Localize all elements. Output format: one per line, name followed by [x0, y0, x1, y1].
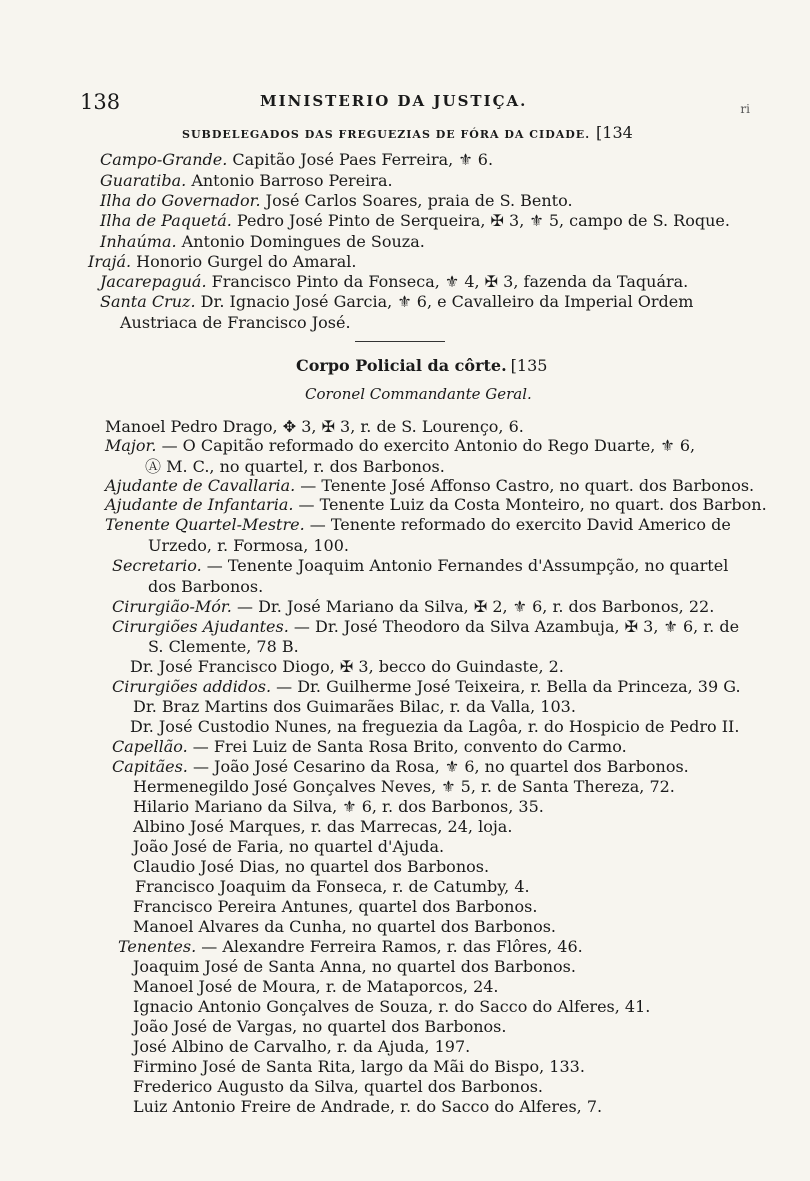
entry-text: Albino José Marques, r. das Marrecas, 24, loja. — [133, 817, 513, 836]
entry-text: Luiz Antonio Freire de Andrade, r. do Sacco do Alferes, 7. — [133, 1097, 603, 1116]
subdelegados-heading-ref: [134 — [596, 123, 633, 142]
section-title-text: Corpo Policial da côrte. — [296, 356, 507, 375]
entry-label: Jacarepaguá. — [100, 272, 207, 291]
entry-text: — Dr. José Mariano da Silva, ✠ 2, ⚜ 6, r. dos Barbonos, 22. — [231, 597, 715, 616]
entry-text: Firmino José de Santa Rita, largo da Mãi do Bispo, 133. — [133, 1057, 585, 1076]
corpo-policial-entry — [105, 515, 731, 535]
corpo-policial-entry — [133, 977, 499, 997]
entry-label: Ajudante de Infantaria. — [105, 495, 294, 514]
corpo-policial-entry — [112, 757, 689, 777]
corpo-policial-entry — [112, 737, 627, 757]
corpo-policial-entry — [133, 817, 512, 837]
corpo-policial-entry — [133, 857, 489, 877]
entry-text: Dr. Braz Martins dos Guimarães Bilac, r. da Valla, 103. — [133, 697, 576, 716]
entry-text: — O Capitão reformado do exercito Antonio do Rego Duarte, ⚜ 6, — [156, 436, 696, 455]
corpo-policial-entry — [133, 1037, 470, 1057]
corpo-policial-entry — [105, 417, 524, 437]
entry-text: S. Clemente, 78 B. — [148, 637, 299, 656]
entry-label: Cirurgiões addidos. — [112, 677, 272, 696]
corpo-policial-entry — [135, 877, 530, 897]
entry-label: Capellão. — [112, 737, 188, 756]
entry-text: João José de Vargas, no quartel dos Barbonos. — [133, 1017, 507, 1036]
entry-text: Dr. Ignacio José Garcia, ⚜ 6, e Cavalleiro da Imperial Ordem — [195, 292, 694, 311]
entry-text: Manoel Alvares da Cunha, no quartel dos Barbonos. — [133, 917, 557, 936]
page-header — [80, 90, 750, 118]
entry-label: Cirurgião-Mór. — [112, 597, 232, 616]
entry-text: dos Barbonos. — [148, 577, 264, 596]
section-subtitle: Coronel Commandante Geral. — [305, 385, 532, 403]
corpo-policial-entry — [105, 495, 767, 515]
entry-text: Frederico Augusto da Silva, quartel dos Barbonos. — [133, 1077, 544, 1096]
entry-text: — João José Cesarino da Rosa, ⚜ 6, no quartel dos Barbonos. — [187, 757, 689, 776]
corpo-policial-entry — [133, 1057, 585, 1077]
entry-text: Francisco Pereira Antunes, quartel dos Barbonos. — [133, 897, 538, 916]
corpo-policial-entry — [112, 617, 739, 637]
corpo-policial-entry — [133, 1017, 506, 1037]
entry-label: Major. — [105, 436, 157, 455]
entry-label: Tenentes. — [118, 937, 197, 956]
corpo-policial-entry — [148, 637, 299, 657]
entry-text: Urzedo, r. Formosa, 100. — [148, 536, 349, 555]
corpo-policial-entry — [130, 717, 739, 737]
entry-label: Tenente Quartel-Mestre. — [105, 515, 305, 534]
corpo-policial-entry — [133, 1077, 543, 1097]
subdelegado-entry — [100, 150, 493, 170]
corner-mark: ri — [740, 102, 750, 116]
entry-text: — Tenente reformado do exercito David Americo de — [304, 515, 731, 534]
corpo-policial-entry — [105, 476, 754, 496]
section-divider — [355, 341, 445, 342]
corpo-policial-entry — [130, 657, 564, 677]
entry-text: João José de Faria, no quartel d'Ajuda. — [133, 837, 445, 856]
corpo-policial-entry — [133, 837, 444, 857]
subdelegado-entry — [88, 252, 356, 272]
entry-text: — Dr. Guilherme José Teixeira, r. Bella da Princeza, 39 G. — [271, 677, 741, 696]
entry-label: Secretario. — [112, 556, 202, 575]
entry-label: Ilha de Paquetá. — [100, 211, 232, 230]
corpo-policial-entry — [133, 997, 650, 1017]
entry-label: Inhaúma. — [100, 232, 177, 251]
entry-text: Antonio Domingues de Souza. — [176, 232, 425, 251]
entry-label: Campo-Grande. — [100, 150, 228, 169]
entry-text: — Alexandre Ferreira Ramos, r. das Flôres, 46. — [196, 937, 583, 956]
corpo-policial-entry — [133, 777, 675, 797]
entry-text: Austriaca de Francisco José. — [120, 313, 351, 332]
entry-text: Dr. José Francisco Diogo, ✠ 3, becco do Guindaste, 2. — [130, 657, 564, 676]
corpo-policial-entry — [133, 917, 556, 937]
subdelegado-entry — [100, 211, 730, 231]
corpo-policial-entry — [105, 436, 695, 456]
section-title-ref: [135 — [510, 356, 548, 375]
corpo-policial-entry — [133, 797, 544, 817]
entry-text: José Albino de Carvalho, r. da Ajuda, 197. — [133, 1037, 471, 1056]
entry-text: Honorio Gurgel do Amaral. — [131, 252, 357, 271]
entry-text: Claudio José Dias, no quartel dos Barbonos. — [133, 857, 490, 876]
entry-text: Hilario Mariano da Silva, ⚜ 6, r. dos Barbonos, 35. — [133, 797, 544, 816]
subdelegado-entry — [100, 272, 688, 292]
corpo-policial-entry — [145, 457, 445, 477]
subdelegados-heading-text: SUBDELEGADOS DAS FREGUEZIAS DE FÓRA DA CIDADE. — [182, 128, 591, 141]
entry-text: José Carlos Soares, praia de S. Bento. — [260, 191, 573, 210]
entry-label: Cirurgiões Ajudantes. — [112, 617, 289, 636]
corpo-policial-entry — [133, 697, 576, 717]
corpo-policial-entry — [118, 937, 583, 957]
entry-label: Ilha do Governador. — [100, 191, 261, 210]
entry-label: Guaratiba. — [100, 171, 187, 190]
entry-text: Ignacio Antonio Gonçalves de Souza, r. do Sacco do Alferes, 41. — [133, 997, 651, 1016]
subdelegado-entry — [100, 171, 393, 191]
entry-text: Francisco Pinto da Fonseca, ⚜ 4, ✠ 3, fazenda da Taquára. — [206, 272, 689, 291]
corpo-policial-entry — [148, 577, 263, 597]
subdelegado-entry — [100, 292, 693, 312]
subdelegado-entry — [120, 313, 351, 333]
entry-text: Antonio Barroso Pereira. — [186, 171, 393, 190]
entry-text: Pedro José Pinto de Serqueira, ✠ 3, ⚜ 5, campo de S. Roque. — [231, 211, 730, 230]
entry-text: Capitão José Paes Ferreira, ⚜ 6. — [227, 150, 494, 169]
page-number: 138 — [80, 90, 121, 114]
entry-text: — Tenente Joaquim Antonio Fernandes d'Assumpção, no quartel — [201, 556, 729, 575]
corpo-policial-entry — [112, 556, 728, 576]
corpo-policial-entry — [133, 957, 576, 977]
entry-label: Ajudante de Cavallaria. — [105, 476, 296, 495]
corpo-policial-entry — [148, 536, 349, 556]
entry-text: — Tenente Luiz da Costa Monteiro, no quart. dos Barbon. — [293, 495, 767, 514]
entry-text: Dr. José Custodio Nunes, na freguezia da Lagôa, r. do Hospicio de Pedro II. — [130, 717, 740, 736]
subdelegado-entry — [100, 232, 425, 252]
entry-label: Santa Cruz. — [100, 292, 196, 311]
entry-text: Manoel José de Moura, r. de Mataporcos, 24. — [133, 977, 499, 996]
entry-text: Hermenegildo José Gonçalves Neves, ⚜ 5, r. de Santa Thereza, 72. — [133, 777, 675, 796]
entry-text: — Frei Luiz de Santa Rosa Brito, convento do Carmo. — [187, 737, 627, 756]
corpo-policial-entry — [133, 897, 537, 917]
corpo-policial-entry — [112, 677, 741, 697]
subdelegado-entry — [100, 191, 573, 211]
entry-text: Ⓐ M. C., no quartel, r. dos Barbonos. — [145, 457, 445, 476]
entry-text: Francisco Joaquim da Fonseca, r. de Catumby, 4. — [135, 877, 530, 896]
corpo-policial-entry — [112, 597, 714, 617]
corpo-policial-entry — [133, 1097, 602, 1117]
entry-text: Joaquim José de Santa Anna, no quartel dos Barbonos. — [133, 957, 576, 976]
section-title — [296, 356, 547, 375]
subdelegados-heading — [182, 123, 633, 142]
running-title: MINISTERIO DA JUSTIÇA. — [260, 92, 528, 110]
entry-label: Capitães. — [112, 757, 188, 776]
entry-text: Manoel Pedro Drago, ✥ 3, ✠ 3, r. de S. Lourenço, 6. — [105, 417, 524, 436]
entry-text: — Tenente José Affonso Castro, no quart. dos Barbonos. — [295, 476, 755, 495]
entry-label: Irajá. — [88, 252, 132, 271]
entry-text: — Dr. José Theodoro da Silva Azambuja, ✠ 3, ⚜ 6, r. de — [288, 617, 740, 636]
